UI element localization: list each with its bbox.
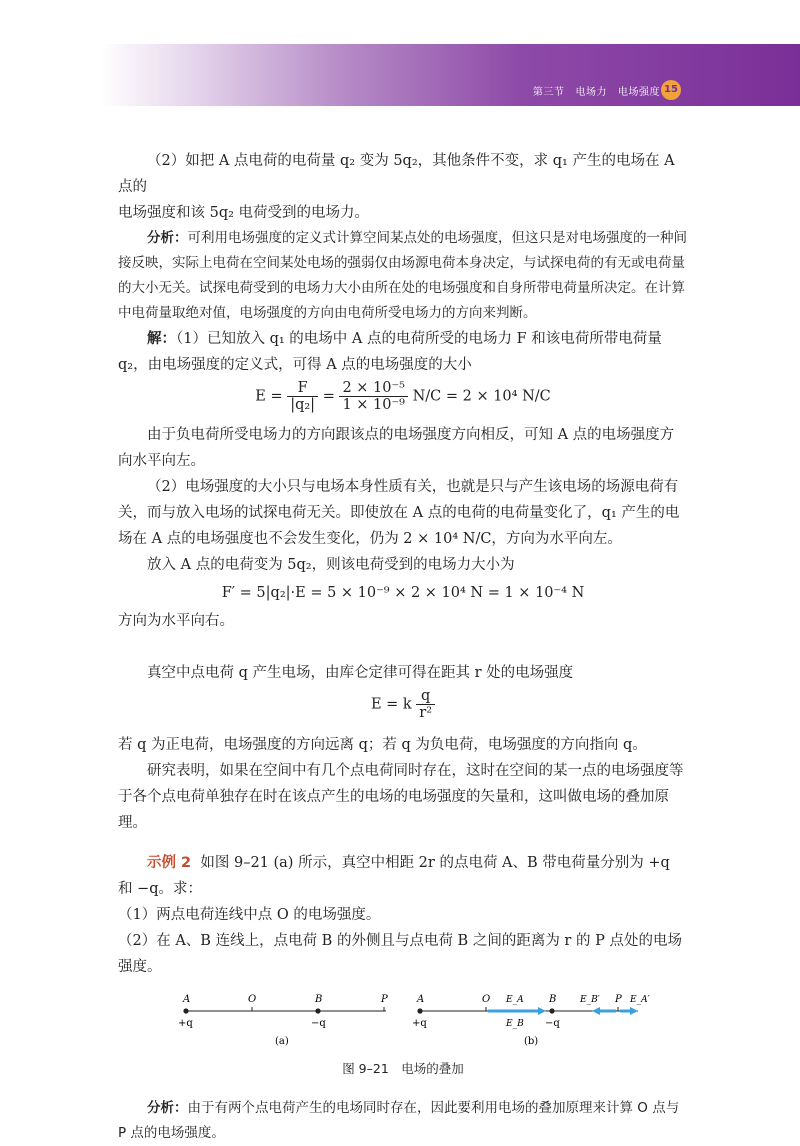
spacer [118,836,688,850]
charge-b-B [549,1008,554,1013]
eq1-frac1-numerator: F [287,380,318,397]
eq3-denominator: r² [419,705,433,721]
paragraph-direction: 由于负电荷所受电场力的方向跟该点的电场强度方向相反，可知 A 点的电场强度方向水平向左。 [118,427,675,469]
example-text: 如图 9–21 (a) 所示，真空中相距 2r 的点电荷 A、B 带电荷量分别为 +q 和 −q。求： [118,855,670,897]
page-number: 15 [661,80,681,100]
eq3-lhs: E = k [370,696,412,713]
eq1-lhs: E = [255,388,283,405]
header-title: 电场力 [575,87,607,98]
charge-a-plus: +q [178,1018,193,1029]
label-E-B-prime: E_B′ [580,995,600,1005]
label-E-B: E_B [506,1019,524,1029]
paragraph-right: 方向为水平向右。 [118,613,234,629]
paragraph-superposition: 研究表明，如果在空间中有几个点电荷同时存在，这时在空间的某一点的电场强度等于各个点电荷单独存在时在该点产生的电场的电场强度的矢量和，这叫做电场的叠加原理。 [118,763,684,831]
figure-9-21 [118,984,688,1054]
charge-b-A [417,1008,422,1013]
analysis-2-text: 由于有两个点电荷产生的电场同时存在，因此要利用电场的叠加原理来计算 O 点与 P 点的电场强度。 [118,1100,680,1141]
label-a-P: P [381,994,388,1005]
analysis-1 [118,226,688,326]
solution-text: （1）已知放入 q₁ 的电场中 A 点的电荷所受的电场力 F 和该电荷所带电荷量 q₂，由电场强度的定义式，可得 A 点的电场强度的大小 [118,331,662,373]
charge-a-A [183,1008,188,1013]
paragraph-part2: （2）电场强度的大小只与电场本身性质有关，也就是只与产生该电场的场源电荷有关，而与放入电场的试探电荷无关。即使放在 A 点的电荷的电荷量变化了，q₁ 产生的电场在 A 点的电场强度也不会发生变化，仍为 2 × 10⁴ N/C，方向为水平向左。 [118,479,680,547]
figure-caption: 图 9–21 电场的叠加 [342,1061,464,1076]
example-question-2: （2）在 A、B 连线上，点电荷 B 的外侧且与点电荷 B 之间的距离为 r 的 P 点处的电场强度。 [118,933,682,975]
vector-E-A-arrow [538,1007,546,1015]
example-question-1: （1）两点电荷连线中点 O 的电场强度。 [118,907,381,923]
charge-a-minus: −q [311,1018,326,1029]
label-a: (a) [275,1036,289,1047]
eq1-frac2-numerator: 2 × 10⁻⁵ [339,380,408,397]
eq1-equals: = [322,388,335,405]
solution [118,326,688,378]
eq3-numerator: q [416,688,435,705]
figure-a [178,994,388,1047]
eq1-fraction-2 [339,380,408,413]
analysis-2-label: 分析： [147,1100,188,1116]
figure-svg [118,984,688,1054]
equation-1 [118,380,688,420]
figure-b [412,994,650,1047]
paragraph-coulomb: 真空中点电荷 q 产生电场，由库仑定律可得在距其 r 处的电场强度 [147,665,574,681]
question-2-line2: 电场强度和该 5q₂ 电荷受到的电场力。 [118,205,370,221]
label-a-O: O [248,994,257,1005]
header-section: 第三节 [532,87,565,98]
page-content [118,148,688,1146]
header-band [100,44,800,106]
label-E-A-prime: E_A′ [630,995,650,1005]
question-2 [118,148,688,226]
label-b-O: O [482,994,491,1005]
charge-b-minus: −q [545,1018,560,1029]
eq1-rhs: N/C = 2 × 10⁴ N/C [412,388,551,405]
label-b-P: P [615,994,622,1005]
solution-label: 解： [147,330,176,347]
equation-2: F′ = 5|q₂|·E = 5 × 10⁻⁹ × 2 × 10⁴ N = 1 × 10⁻⁴ N [221,585,585,601]
eq3-fraction [416,688,435,721]
running-header [533,83,660,98]
eq1-frac2-denominator: 1 × 10⁻⁹ [342,397,405,413]
example-2 [118,850,688,902]
label-b: (b) [524,1036,539,1047]
example-label: 示例 2 [147,855,192,871]
label-b-B: B [549,994,557,1005]
label-a-A: A [183,994,191,1005]
analysis-label: 分析： [147,230,188,246]
analysis-2 [118,1096,688,1146]
charge-b-plus: +q [412,1018,427,1029]
paragraph-force: 放入 A 点的电荷变为 5q₂，则该电荷受到的电场力大小为 [147,557,515,573]
charge-a-B [315,1008,320,1013]
question-2-line1: （2）如把 A 点电荷的电荷量 q₂ 变为 5q₂，其他条件不变，求 q₁ 产生的电场在 A 点的 [118,153,675,195]
label-E-A: E_A [506,995,524,1005]
eq1-frac1-denominator: |q₂| [290,397,316,413]
analysis-text: 可利用电场强度的定义式计算空间某点处的电场强度，但这只是对电场强度的一种间接反映，实际上电荷在空间某处电场的强弱仅由场源电荷本身决定，与试探电荷的有无或电荷量的大小无关。试探电荷受到的电场力大小由所在处的电场强度和自身所带电荷量所决定。在计算中电荷量取绝对值，电场强度的方向由电荷所受电场力的方向来判断。 [118,230,687,321]
vector-E-A-prime-arrow [630,1007,638,1015]
equation-3 [118,688,688,730]
paragraph-sign: 若 q 为正电荷，电场强度的方向远离 q；若 q 为负电荷，电场强度的方向指向 q。 [118,737,647,753]
header-subtitle: 电场强度 [618,87,660,98]
vector-E-B-prime-arrow [592,1007,600,1015]
spacer [118,634,688,660]
label-a-B: B [315,994,323,1005]
label-b-A: A [417,994,425,1005]
eq1-fraction-1 [287,380,318,413]
